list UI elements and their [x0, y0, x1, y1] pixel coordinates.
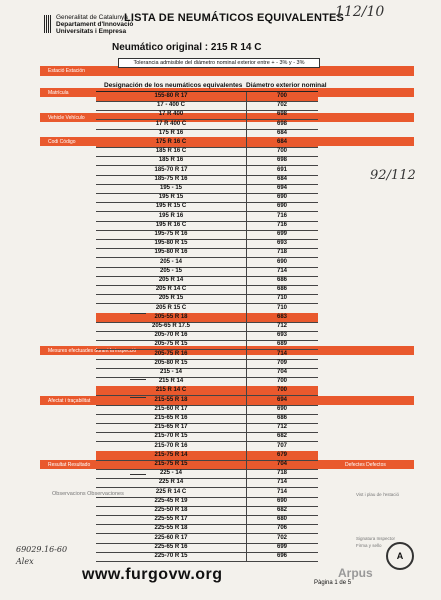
table-row [96, 552, 318, 562]
org-line3: Universitats i Empresa [56, 28, 127, 35]
tyre-table [96, 91, 318, 561]
tyre-designation: 225-45 R 19 [154, 497, 188, 504]
column-header-designation: Designación de los neumáticos equivalentes [104, 82, 243, 89]
form-label-mesures: Mesures efectuades durant la inspecció [48, 348, 137, 354]
form-label-defectes: Defectes Defectos [345, 462, 386, 468]
tyre-designation: 205 R 15 C [155, 304, 187, 311]
tyre-diameter: 718 [276, 249, 287, 256]
tyre-diameter: 714 [276, 350, 287, 357]
tyre-designation: 205-65 R 17.5 [151, 323, 191, 329]
tyre-diameter: 712 [276, 323, 287, 329]
handwritten-left-note [16, 544, 67, 568]
tyre-designation: 205 - 15 [159, 267, 183, 274]
tyre-designation: 205 R 14 C [155, 286, 187, 293]
original-tyre [112, 42, 262, 53]
tyre-diameter: 693 [276, 332, 287, 339]
tyre-designation: 195 R 16 [158, 212, 184, 219]
watermark-url: www.furgovw.org [82, 566, 223, 583]
tyre-diameter: 682 [276, 507, 287, 513]
tyre-diameter: 700 [276, 148, 287, 155]
tyre-diameter: 680 [276, 516, 287, 523]
column-header-diameter: Diámetro exterior nominal [246, 82, 327, 89]
tyre-designation: 185 R 16 C [155, 148, 187, 155]
tolerance-note: Tolerancia admisible del diámetro nominal exterior entre + - 3% y - 3% [118, 58, 320, 68]
tyre-designation: 225-55 R 18 [154, 525, 188, 532]
tyre-diameter: 684 [276, 139, 287, 145]
form-label-matricula: Matrícula [48, 90, 69, 96]
tyre-designation: 215 R 14 C [155, 387, 187, 394]
tyre-designation: 225 - 14 [159, 470, 183, 477]
tyre-designation: 215 - 14 [159, 369, 183, 375]
tyre-diameter: 712 [276, 424, 287, 431]
tyre-diameter: 704 [276, 369, 287, 375]
tyre-designation: 205-80 R 15 [154, 359, 188, 366]
tyre-designation: 195 R 15 C [155, 203, 187, 210]
tyre-diameter: 694 [276, 396, 287, 403]
tyre-diameter: 699 [276, 543, 287, 550]
tyre-diameter: 686 [276, 286, 287, 293]
tyre-diameter: 689 [276, 341, 287, 348]
generalitat-logo-icon [44, 15, 52, 33]
tyre-diameter: 700 [276, 387, 287, 394]
org-line1: Generalitat de Catalunya [56, 14, 128, 21]
tyre-diameter: 702 [276, 534, 287, 541]
tyre-designation: 215-70 R 15 [154, 433, 188, 440]
tyre-designation: 215-65 R 17 [154, 424, 188, 431]
tyre-diameter: 700 [276, 378, 287, 385]
tyre-diameter: 707 [276, 442, 287, 449]
tyre-designation: 195 - 15 [159, 185, 183, 191]
tyre-diameter: 690 [276, 203, 287, 210]
tyre-diameter: 700 [276, 93, 287, 99]
tyre-designation: 215-55 R 18 [154, 396, 188, 403]
hand-mark [130, 379, 146, 380]
tyre-designation: 205 - 14 [159, 258, 183, 265]
tyre-diameter: 690 [276, 497, 287, 504]
tyre-designation: 155-80 R 17 [154, 93, 188, 99]
tyre-designation: 215-75 R 15 [154, 461, 188, 467]
handwritten-left-line1: 69029.16-60 [16, 545, 68, 554]
tyre-diameter: 698 [276, 157, 287, 164]
tyre-diameter: 679 [276, 451, 287, 458]
form-label-estacio: Estació Estación [48, 68, 85, 74]
tyre-diameter: 686 [276, 277, 287, 283]
tyre-diameter: 683 [276, 313, 287, 320]
handwritten-number: 112/10 [335, 4, 385, 20]
tyre-designation: 205 R 15 [158, 295, 184, 302]
tyre-diameter: 682 [276, 433, 287, 440]
tyre-designation: 205-75 R 16 [154, 350, 188, 357]
form-label-visti: Vist i plau de l'estació [356, 492, 400, 497]
hand-mark [130, 474, 146, 475]
tyre-diameter: 706 [276, 525, 287, 532]
form-label-afectat: Afectat i traçabilitat [48, 398, 91, 404]
tyre-designation: 205 R 14 [158, 277, 184, 283]
handwritten-left-line2: Alex [16, 557, 34, 566]
tyre-diameter: 691 [276, 166, 287, 173]
tyre-diameter: 710 [276, 304, 287, 311]
tyre-diameter: 696 [276, 553, 287, 559]
tyre-diameter: 694 [276, 185, 287, 191]
tyre-diameter: 699 [276, 231, 287, 237]
tyre-diameter: 690 [276, 194, 287, 201]
tyre-designation: 195 R 15 [158, 194, 184, 201]
tyre-designation: 17 R 400 [158, 111, 184, 118]
tyre-designation: 215-60 R 17 [154, 405, 188, 412]
tyre-diameter: 690 [276, 258, 287, 265]
form-label-codi: Codi Código [48, 139, 76, 145]
tyre-diameter: 714 [276, 267, 287, 274]
tyre-diameter: 704 [276, 461, 287, 467]
tyre-diameter: 698 [276, 120, 287, 127]
form-label-signatura: Signatura Inspector [356, 536, 396, 541]
tyre-designation: 195-80 R 15 [154, 240, 188, 247]
tyre-designation: 205-70 R 16 [154, 332, 188, 339]
tyre-designation: 195-80 R 16 [154, 249, 188, 256]
tyre-designation: 225-60 R 17 [154, 534, 188, 541]
tyre-designation: 175 R 16 C [155, 139, 187, 145]
handwritten-side-note: 92/112 [370, 168, 416, 183]
tyre-diameter: 716 [276, 212, 287, 219]
page-number: Pàgina 1 de 5 [314, 580, 352, 586]
form-label-firma: Firma y sello [356, 543, 382, 548]
form-label-observacions: Observacions Observaciones [52, 491, 124, 497]
tyre-designation: 225-65 R 16 [154, 543, 188, 550]
tyre-diameter: 716 [276, 221, 287, 228]
tyre-diameter: 718 [276, 470, 287, 477]
tyre-designation: 175 R 16 [158, 129, 184, 136]
tyre-designation: 215-70 R 16 [154, 442, 188, 449]
form-label-vehicle: Vehicle Vehículo [48, 115, 85, 121]
tyre-designation: 195-75 R 16 [154, 231, 188, 237]
tyre-diameter: 684 [276, 129, 287, 136]
tyre-designation: 205-75 R 15 [154, 341, 188, 348]
tyre-designation: 195 R 16 C [155, 221, 187, 228]
tyre-designation: 225-50 R 18 [154, 507, 188, 513]
hand-mark [130, 313, 146, 314]
tyre-designation: 215-75 R 14 [154, 451, 188, 458]
original-value: 215 R 14 C [210, 42, 262, 53]
tyre-diameter: 702 [276, 102, 287, 109]
tyre-diameter: 709 [276, 359, 287, 366]
tyre-diameter: 714 [276, 488, 287, 495]
tyre-designation: 185-70 R 17 [154, 166, 188, 173]
tyre-diameter: 693 [276, 240, 287, 247]
tyre-diameter: 684 [276, 175, 287, 182]
tyre-diameter: 690 [276, 405, 287, 412]
brand-logo: Arpus [338, 566, 373, 580]
tyre-designation: 185-75 R 16 [154, 175, 188, 182]
org-header [56, 14, 133, 35]
org-line2: Departament d'Innovació [56, 21, 134, 28]
tyre-designation: 205-55 R 18 [154, 313, 188, 320]
tyre-designation: 215 R 14 [158, 378, 184, 385]
tyre-designation: 225-70 R 15 [154, 553, 188, 559]
tyre-designation: 185 R 16 [158, 157, 184, 164]
tyre-designation: 17 - 400 C [156, 102, 186, 109]
tyre-diameter: 714 [276, 479, 287, 486]
document-title: LISTA DE NEUMÁTICOS EQUIVALENTES [124, 12, 345, 24]
tyre-diameter: 710 [276, 295, 287, 302]
tyre-designation: 215-65 R 16 [154, 415, 188, 421]
tyre-diameter: 698 [276, 111, 287, 118]
tyre-designation: 225-55 R 17 [154, 516, 188, 523]
tyre-designation: 225 R 14 C [155, 488, 187, 495]
stamp-icon: A [386, 542, 414, 570]
original-label: Neumático original : [112, 42, 209, 53]
hand-mark [130, 397, 146, 398]
tyre-diameter: 686 [276, 415, 287, 421]
tyre-designation: 17 R 400 C [155, 120, 187, 127]
tyre-designation: 225 R 14 [158, 479, 184, 486]
form-label-resultat: Resultat Resultado [48, 462, 91, 468]
